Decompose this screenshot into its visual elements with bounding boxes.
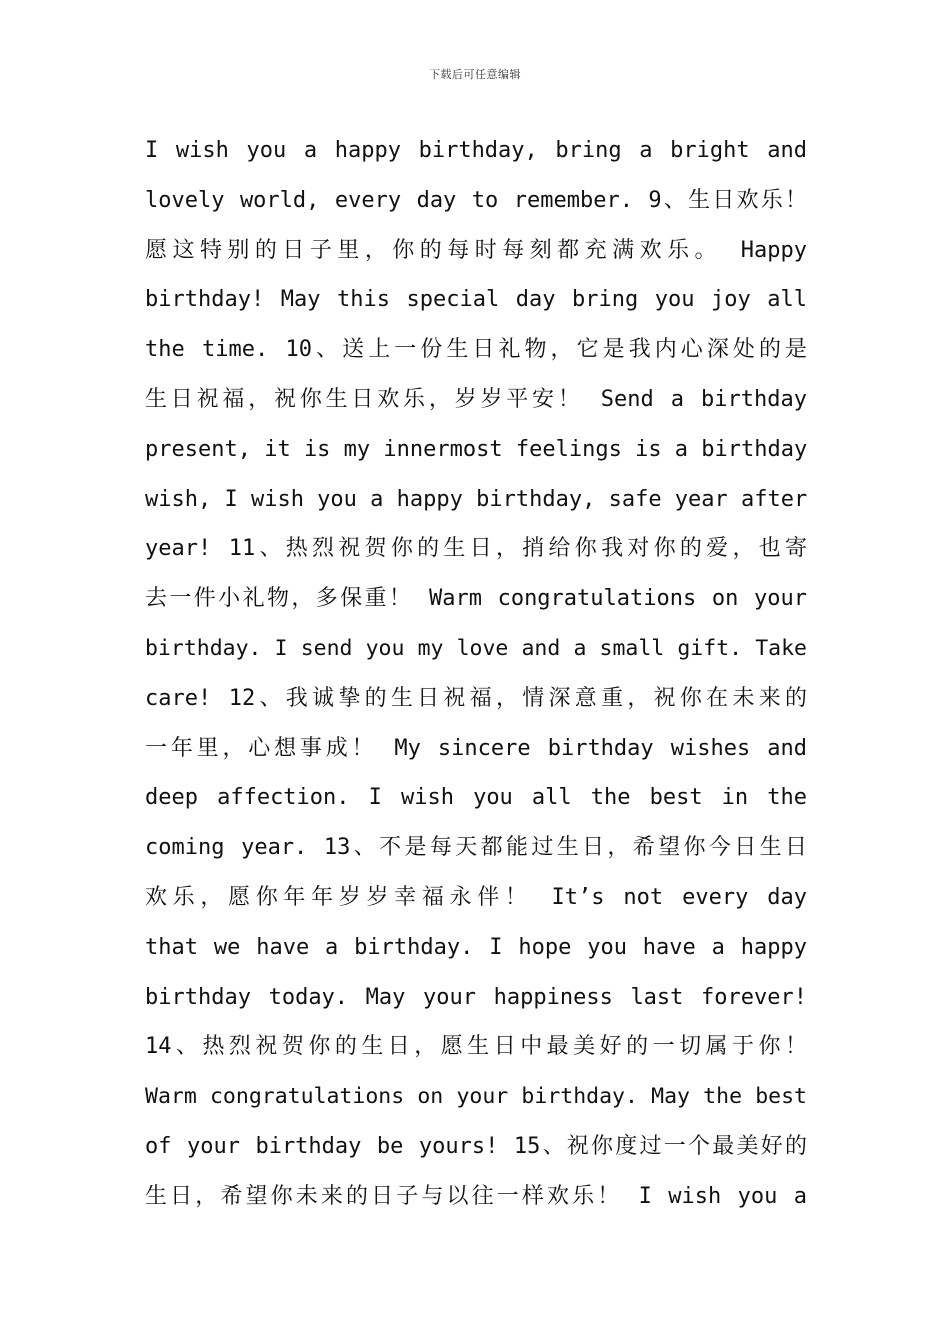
text-line: I wish you a happy birthday, bring a bright and <box>145 138 807 163</box>
text-line: present, it is my innermost feelings is a birthday <box>145 436 807 462</box>
text-line: birthday! May this special day bring you joy all <box>145 287 807 313</box>
text-line: coming year. 13、不是每天都能过生日，希望你今日生日 <box>145 835 807 861</box>
text-line: 愿这特别的日子里，你的每时每刻都充满欢乐。 Happy <box>145 237 807 263</box>
text-line: deep affection. I wish you all the best in the <box>145 785 807 811</box>
text-line: 14、热烈祝贺你的生日，愿生日中最美好的一切属于你！ <box>145 1034 807 1060</box>
text-line: 一年里，心想事成！ My sincere birthday wishes and <box>145 735 807 761</box>
text-line: 去一件小礼物，多保重！ Warm congratulations on your <box>145 586 807 612</box>
text-line: lovely world, every day to remember. 9、生日欢乐！ <box>145 187 807 213</box>
text-line: care! 12、我诚挚的生日祝福，情深意重，祝你在未来的 <box>145 685 807 711</box>
text-line: 生日祝福，祝你生日欢乐，岁岁平安！ Send a birthday <box>145 386 807 412</box>
text-line: 生日，希望你未来的日子与以往一样欢乐！ I wish you a <box>145 1183 807 1209</box>
text-line: Warm congratulations on your birthday. May the best <box>145 1084 807 1110</box>
text-line: 欢乐，愿你年年岁岁幸福永伴！ It’s not every day <box>145 884 807 910</box>
text-line: birthday today. May your happiness last forever! <box>145 984 807 1010</box>
header-note: 下载后可任意编辑 <box>429 68 521 81</box>
text-line: that we have a birthday. I hope you have a happy <box>145 934 807 960</box>
text-line: year! 11、热烈祝贺你的生日，捎给你我对你的爱，也寄 <box>145 536 807 562</box>
text-line: birthday. I send you my love and a small gift. Take <box>145 635 807 661</box>
document-body <box>145 126 807 1222</box>
text-line: of your birthday be yours! 15、祝你度过一个最美好的 <box>145 1133 807 1159</box>
text-line: wish, I wish you a happy birthday, safe year after <box>145 486 807 512</box>
text-line: the time. 10、送上一份生日礼物，它是我内心深处的是 <box>145 337 807 363</box>
